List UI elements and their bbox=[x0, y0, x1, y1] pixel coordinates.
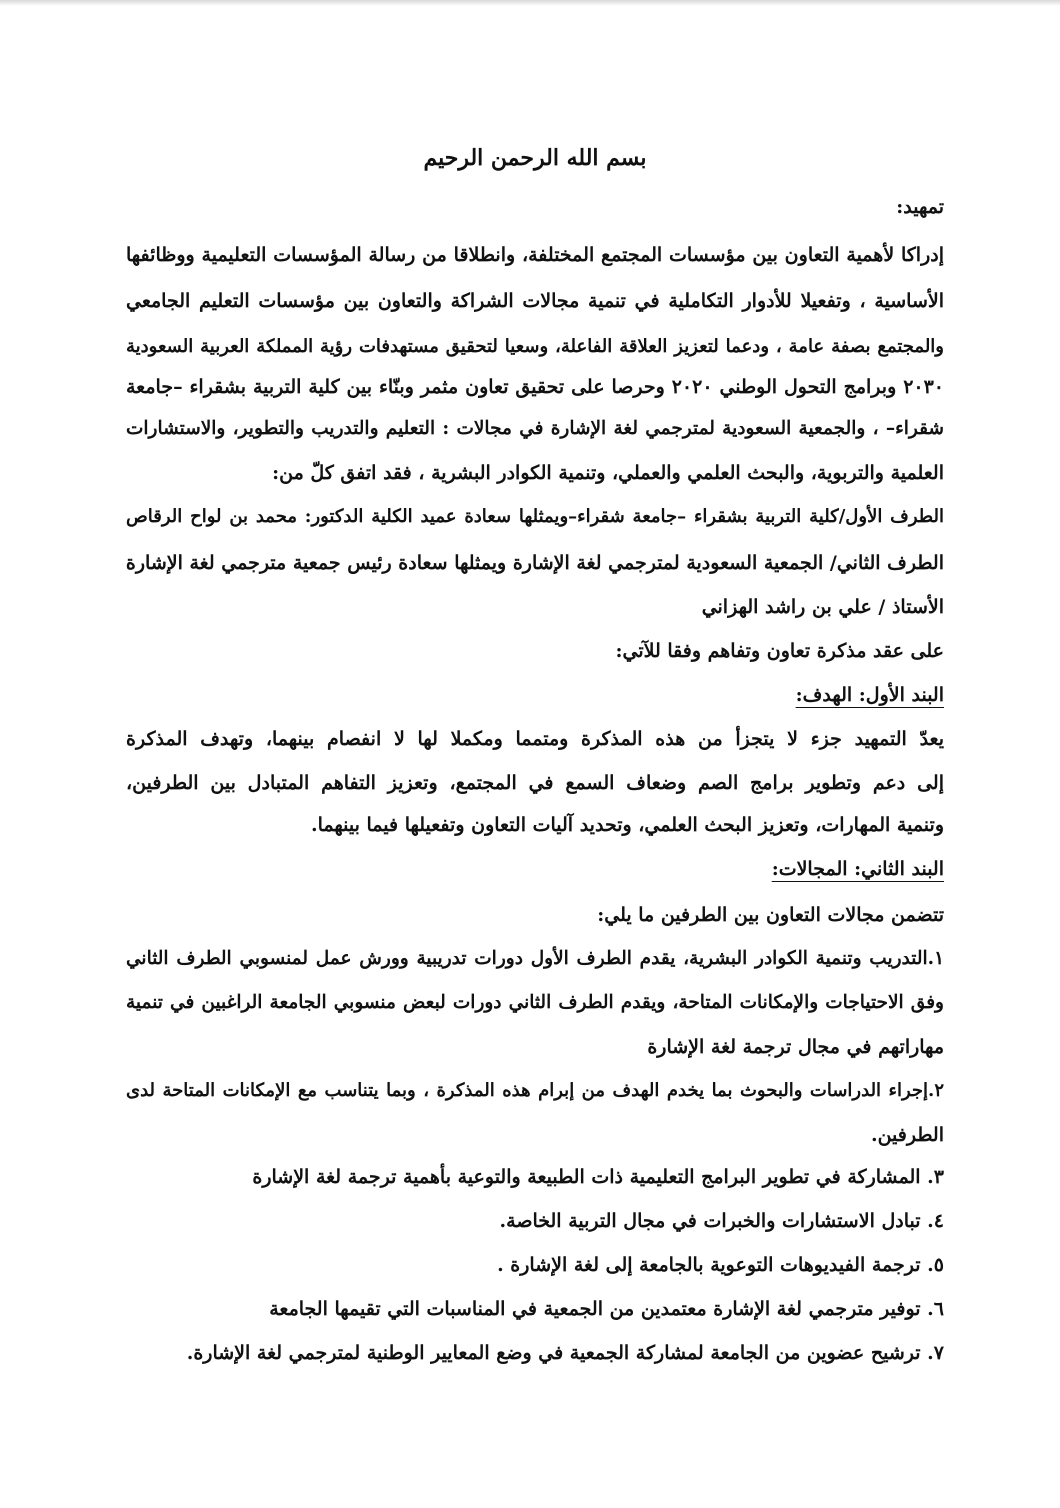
clause2-intro: تتضمن مجالات التعاون بين الطرفين ما يلي: bbox=[597, 904, 944, 926]
list-item: ٦. توفير مترجمي لغة الإشارة معتمدين من الجمعية في المناسبات التي تقيمها الجامعة bbox=[269, 1298, 944, 1320]
list-item: ١.التدريب وتنمية الكوادر البشرية، يقدم الطرف الأول دورات تدريبية وورش عمل لمنسوبي الطرف الثاني bbox=[126, 948, 944, 969]
intro-line: الأساسية ، وتفعيلا للأدوار التكاملية في تنمية مجالات الشراكة والتعاون بين مؤسسات التعليم الجامعي bbox=[126, 290, 944, 312]
intro-line: العلمية والتربوية، والبحث العلمي والعملي، وتنمية الكوادر البشرية ، فقد اتفق كلّ من: bbox=[272, 462, 944, 484]
intro-line: شقراء– ، والجمعية السعودية لمترجمي لغة الإشارة في مجالات : التعليم والتدريب والتطوير، والاستشارات bbox=[126, 418, 944, 439]
list-item: الطرفين. bbox=[870, 1124, 944, 1146]
list-item: مهاراتهم في مجال ترجمة لغة الإشارة bbox=[647, 1036, 944, 1058]
list-item: وفق الاحتياجات والإمكانات المتاحة، ويقدم الطرف الثاني دورات لبعض منسوبي الجامعة الراغبين في تنمية bbox=[126, 992, 944, 1013]
agreement-line: على عقد مذكرة تعاون وتفاهم وفقا للآتي: bbox=[615, 640, 944, 662]
list-item: ٧. ترشيح عضوين من الجامعة لمشاركة الجمعية في وضع المعايير الوطنية لمترجمي لغة الإشارة. bbox=[186, 1342, 944, 1364]
scan-edge bbox=[0, 0, 1060, 6]
list-item: ٢.إجراء الدراسات والبحوث بما يخدم الهدف من إبرام هذه المذكرة ، وبما يتناسب مع الإمكانات المتاحة لدى bbox=[126, 1080, 944, 1101]
clause1-line: يعدّ التمهيد جزء لا يتجزأ من هذه المذكرة ومتمما ومكملا لها لا انفصام بينهما، وتهدف المذكرة bbox=[126, 728, 944, 750]
list-item: ٣. المشاركة في تطوير البرامج التعليمية ذات الطبيعة والتوعية بأهمية ترجمة لغة الإشارة bbox=[252, 1166, 944, 1188]
party-line: الطرف الأول/كلية التربية بشقراء –جامعة شقراء–ويمثلها سعادة عميد الكلية الدكتور: محمد بن لواح الرقاص bbox=[126, 506, 944, 527]
intro-line: إدراكا لأهمية التعاون بين مؤسسات المجتمع المختلفة، وانطلاقا من رسالة المؤسسات التعليمية ووظائفها bbox=[126, 244, 944, 266]
party-line: الطرف الثاني/ الجمعية السعودية لمترجمي لغة الإشارة ويمثلها سعادة رئيس جمعية مترجمي لغة الإشارة bbox=[125, 552, 944, 574]
clause1-line: وتنمية المهارات، وتعزيز البحث العلمي، وتحديد آليات التعاون وتفعيلها فيما بينهما. bbox=[310, 814, 944, 836]
clause1-heading: البند الأول: الهدف: bbox=[795, 684, 944, 706]
intro-line: ٢٠٣٠ وبرامج التحول الوطني ٢٠٢٠ وحرصا على تحقيق تعاون مثمر وبنّاء بين كلية التربية بشقراء –جامعة bbox=[126, 376, 945, 398]
intro-line: والمجتمع بصفة عامة ، ودعما لتعزيز العلاقة الفاعلة، وسعيا لتحقيق مستهدفات رؤية المملكة العربية السعودية bbox=[126, 336, 944, 357]
party-line: الأستاذ / علي بن راشد الهزاني bbox=[701, 596, 944, 618]
intro-heading: تمهيد: bbox=[896, 196, 944, 218]
list-item: ٥. ترجمة الفيديوهات التوعوية بالجامعة إلى لغة الإشارة . bbox=[497, 1254, 944, 1276]
clause1-line: إلى دعم وتطوير برامج الصم وضعاف السمع في المجتمع، وتعزيز التفاهم المتبادل بين الطرفين، bbox=[126, 772, 944, 794]
clause2-heading: البند الثاني: المجالات: bbox=[771, 858, 944, 880]
list-item: ٤. تبادل الاستشارات والخبرات في مجال التربية الخاصة. bbox=[499, 1210, 944, 1232]
document-title: بسم الله الرحمن الرحيم bbox=[423, 145, 647, 171]
